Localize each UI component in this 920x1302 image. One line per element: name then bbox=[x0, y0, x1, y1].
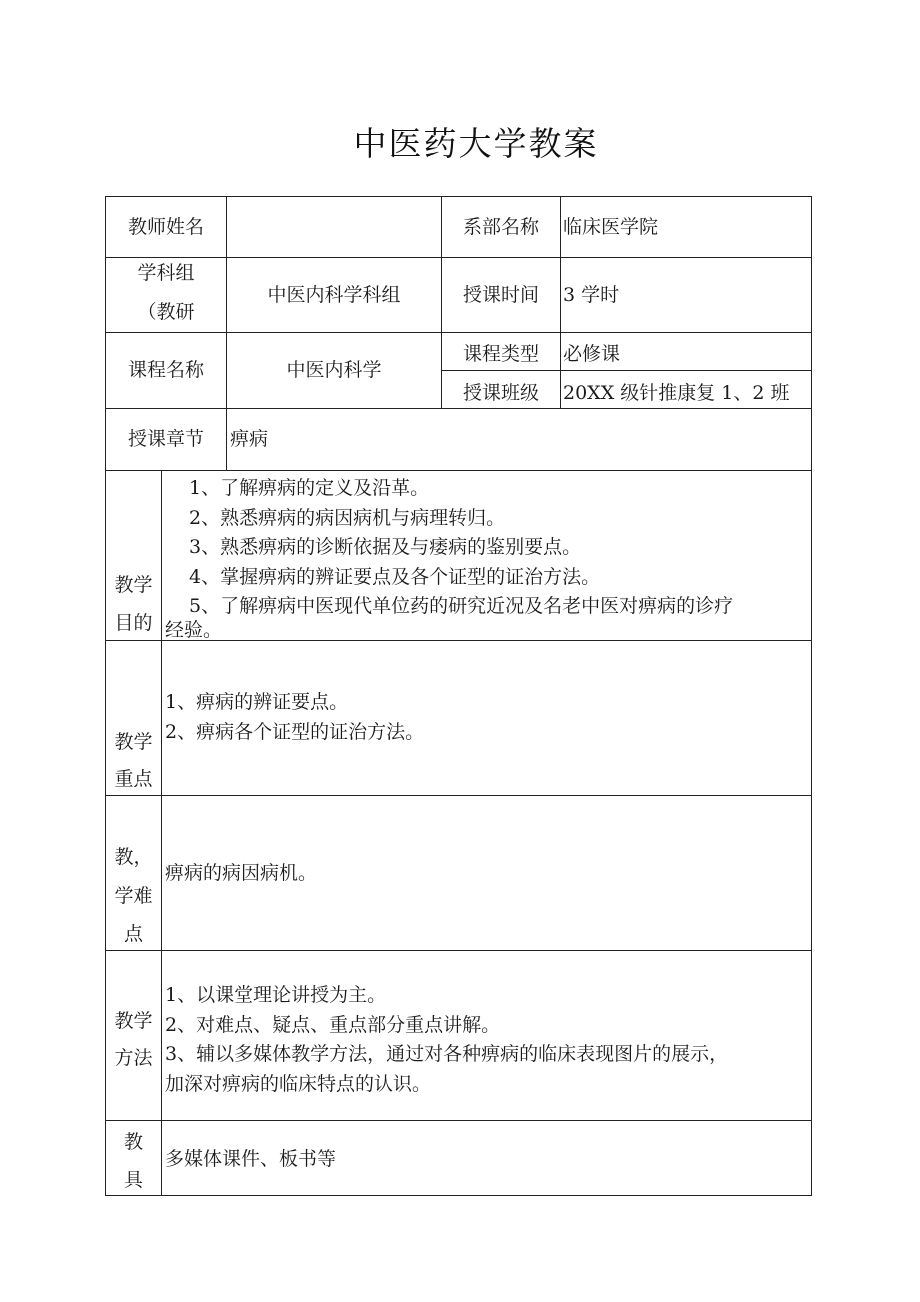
tools-label-line2: 具 bbox=[123, 1169, 143, 1191]
class-label: 授课班级 bbox=[462, 382, 539, 404]
table-border-bottom bbox=[105, 1195, 812, 1196]
class-value: 20XX 级针推康复 1、2 班 bbox=[563, 382, 790, 404]
objective-item: 4、掌握痹病的辨证要点及各个证型的证治方法。 bbox=[189, 565, 601, 588]
key-points-list bbox=[165, 688, 810, 747]
objective-item-continuation: 经验。 bbox=[165, 618, 223, 641]
course-type-value: 必修课 bbox=[563, 343, 621, 365]
chapter-label: 授课章节 bbox=[127, 428, 204, 450]
subject-group-label bbox=[106, 258, 226, 332]
objectives-label-line1: 教学 bbox=[114, 574, 153, 596]
teaching-time-label: 授课时间 bbox=[462, 284, 539, 306]
objective-item: 5、了解痹病中医现代单位药的研究近况及名老中医对痹病的诊疗 bbox=[189, 595, 734, 617]
key-points-label-line2: 重点 bbox=[114, 768, 153, 790]
department-label: 系部名称 bbox=[462, 216, 539, 238]
method-item-continuation: 加深对痹病的临床特点的认识。 bbox=[165, 1072, 432, 1095]
key-point-item: 2、痹病各个证型的证治方法。 bbox=[165, 720, 425, 743]
row-divider bbox=[105, 470, 812, 471]
objective-item: 1、了解痹病的定义及沿革。 bbox=[189, 477, 430, 499]
objective-item: 2、熟悉痹病的病因病机与病理转归。 bbox=[189, 506, 506, 529]
key-point-item: 1、痹病的辨证要点。 bbox=[165, 691, 349, 713]
course-name-label: 课程名称 bbox=[127, 359, 204, 381]
objectives-label-line2: 目的 bbox=[114, 612, 153, 634]
row-divider bbox=[105, 408, 812, 409]
row-divider bbox=[105, 332, 812, 333]
subject-group-label-line2: （教研 bbox=[137, 301, 195, 323]
methods-list bbox=[165, 981, 810, 1099]
column-divider bbox=[560, 196, 561, 408]
objectives-list bbox=[165, 474, 810, 645]
difficulties-text: 痹病的病因病机。 bbox=[165, 862, 318, 884]
difficulties-label-line2: 学难 bbox=[114, 885, 153, 907]
tools-text: 多媒体课件、板书等 bbox=[165, 1148, 337, 1170]
column-divider bbox=[161, 470, 162, 1196]
table-border-right bbox=[811, 196, 812, 1196]
difficulties-label-line3: 点 bbox=[123, 923, 143, 945]
course-type-label: 课程类型 bbox=[462, 343, 539, 365]
page-title: 中医药大学教案 bbox=[353, 124, 599, 163]
chapter-value: 痹病 bbox=[230, 428, 269, 450]
row-divider bbox=[105, 950, 812, 951]
course-name-value: 中医内科学 bbox=[286, 359, 382, 381]
method-item: 3、辅以多媒体教学方法，通过对各种痹病的临床表现图片的展示， bbox=[165, 1043, 729, 1065]
subject-group-label-line1: 学科组 bbox=[137, 262, 195, 284]
methods-label-line1: 教学 bbox=[114, 1010, 153, 1032]
key-points-label-line1: 教学 bbox=[114, 731, 153, 753]
method-item: 1、以课堂理论讲授为主。 bbox=[165, 984, 387, 1006]
teaching-time-value: 3 学时 bbox=[563, 284, 620, 306]
methods-label-line2: 方法 bbox=[114, 1047, 153, 1069]
row-divider bbox=[105, 1120, 812, 1121]
tools-label-line1: 教 bbox=[123, 1131, 143, 1153]
column-divider bbox=[226, 196, 227, 470]
objective-item: 3、熟悉痹病的诊断依据及与痿病的鉴别要点。 bbox=[189, 536, 582, 558]
table-border-top bbox=[105, 196, 812, 197]
difficulties-label-line1: 教， bbox=[114, 846, 153, 868]
row-divider bbox=[441, 370, 812, 371]
method-item: 2、对难点、疑点、重点部分重点讲解。 bbox=[165, 1013, 501, 1036]
teacher-name-label: 教师姓名 bbox=[127, 216, 204, 238]
department-value: 临床医学院 bbox=[563, 216, 659, 238]
row-divider bbox=[105, 795, 812, 796]
subject-group-value: 中医内科学科组 bbox=[267, 284, 401, 306]
